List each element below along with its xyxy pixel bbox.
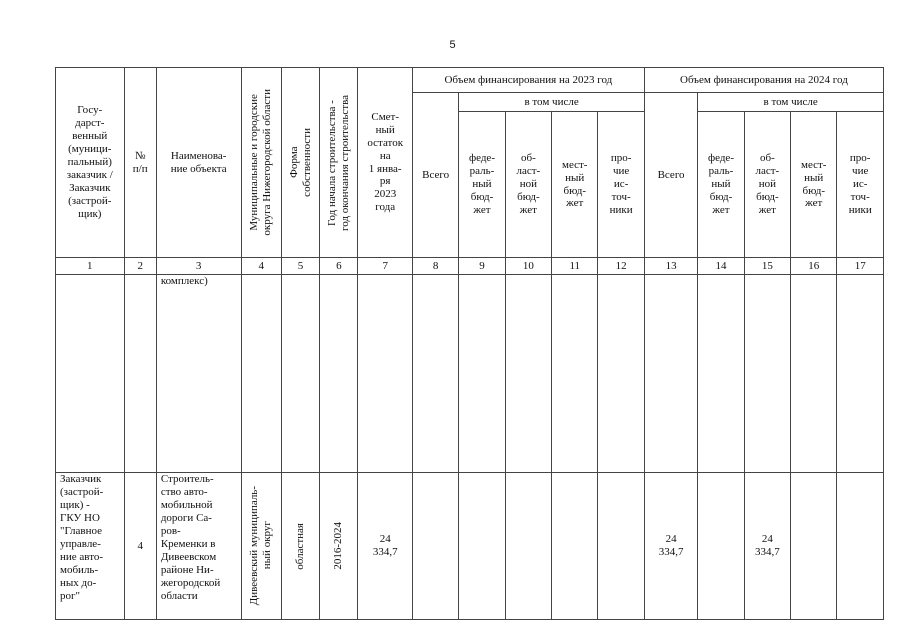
financing-table [55, 67, 884, 620]
municipal-header-text: Муниципальные и городские округа Нижегородской области [248, 89, 274, 236]
ownership-cell-text: областная [294, 522, 307, 570]
years-header-text: Год начала строительства - год окончания строительства [325, 94, 351, 231]
total-2023-header: Всего [412, 93, 458, 258]
object-name-cell: Строитель- ство авто- мобильной дороги Са- ров- Кременки в Дивеевском районе Ни- жегородской области [156, 473, 241, 620]
other-2023-header: про- чие ис- точ- ники [598, 112, 644, 258]
object-name-cell: комплекс) [156, 275, 241, 473]
col-number: 8 [412, 258, 458, 275]
object-name-header: Наименова- ние объекта [156, 68, 241, 258]
regional-2023-header: об- ласт- ной бюд- жет [505, 112, 551, 258]
municipal-cell-text: Дивеевский муниципаль- ный округ [248, 486, 274, 606]
page-number: 5 [449, 39, 456, 51]
col-number: 13 [644, 258, 697, 275]
municipal-cell [241, 473, 281, 620]
customer-header: Госу- дарст- венный (муници- пальный) заказчик / Заказчик (застрой- щик) [56, 68, 125, 258]
header-row-1 [56, 68, 884, 93]
col-number: 10 [505, 258, 551, 275]
fin-2023-header: Объем финансирования на 2023 год [412, 68, 644, 93]
col-number: 5 [281, 258, 319, 275]
column-number-row [56, 258, 884, 275]
years-cell-text: 2016-2024 [332, 522, 345, 570]
federal-2024-header: феде- раль- ный бюд- жет [698, 112, 744, 258]
col-number: 3 [156, 258, 241, 275]
col-number: 14 [698, 258, 744, 275]
incl-2024-header: в том числе [698, 93, 884, 112]
regional-2024-cell: 24 334,7 [744, 473, 790, 620]
col-number: 1 [56, 258, 125, 275]
customer-cell: Заказчик (застрой- щик) - ГКУ НО "Главное управле- ние авто- мобиль- ных до- рог" [56, 473, 125, 620]
total-2024-header: Всего [644, 93, 697, 258]
col-number: 11 [552, 258, 598, 275]
number-header: № п/п [124, 68, 156, 258]
col-number: 6 [320, 258, 358, 275]
number-cell: 4 [124, 473, 156, 620]
local-2024-header: мест- ный бюд- жет [791, 112, 837, 258]
col-number: 7 [358, 258, 412, 275]
ownership-header-text: Форма собственности [287, 128, 313, 197]
col-number: 4 [241, 258, 281, 275]
regional-2024-header: об- ласт- ной бюд- жет [744, 112, 790, 258]
years-header [320, 68, 358, 258]
col-number: 12 [598, 258, 644, 275]
other-2024-header: про- чие ис- точ- ники [837, 112, 884, 258]
incl-2023-header: в том числе [459, 93, 645, 112]
total-2024-cell: 24 334,7 [644, 473, 697, 620]
federal-2023-header: феде- раль- ный бюд- жет [459, 112, 505, 258]
fin-2024-header: Объем финансирования на 2024 год [644, 68, 883, 93]
col-number: 9 [459, 258, 505, 275]
col-number: 2 [124, 258, 156, 275]
ownership-cell [281, 473, 319, 620]
local-2023-header: мест- ный бюд- жет [552, 112, 598, 258]
col-number: 16 [791, 258, 837, 275]
years-cell [320, 473, 358, 620]
balance-cell: 24 334,7 [358, 473, 412, 620]
balance-header: Смет- ный остаток на 1 янва- ря 2023 года [358, 68, 412, 258]
municipal-header [241, 68, 281, 258]
table-row [56, 473, 884, 620]
col-number: 15 [744, 258, 790, 275]
ownership-header [281, 68, 319, 258]
table-row-continuation [56, 275, 884, 473]
col-number: 17 [837, 258, 884, 275]
